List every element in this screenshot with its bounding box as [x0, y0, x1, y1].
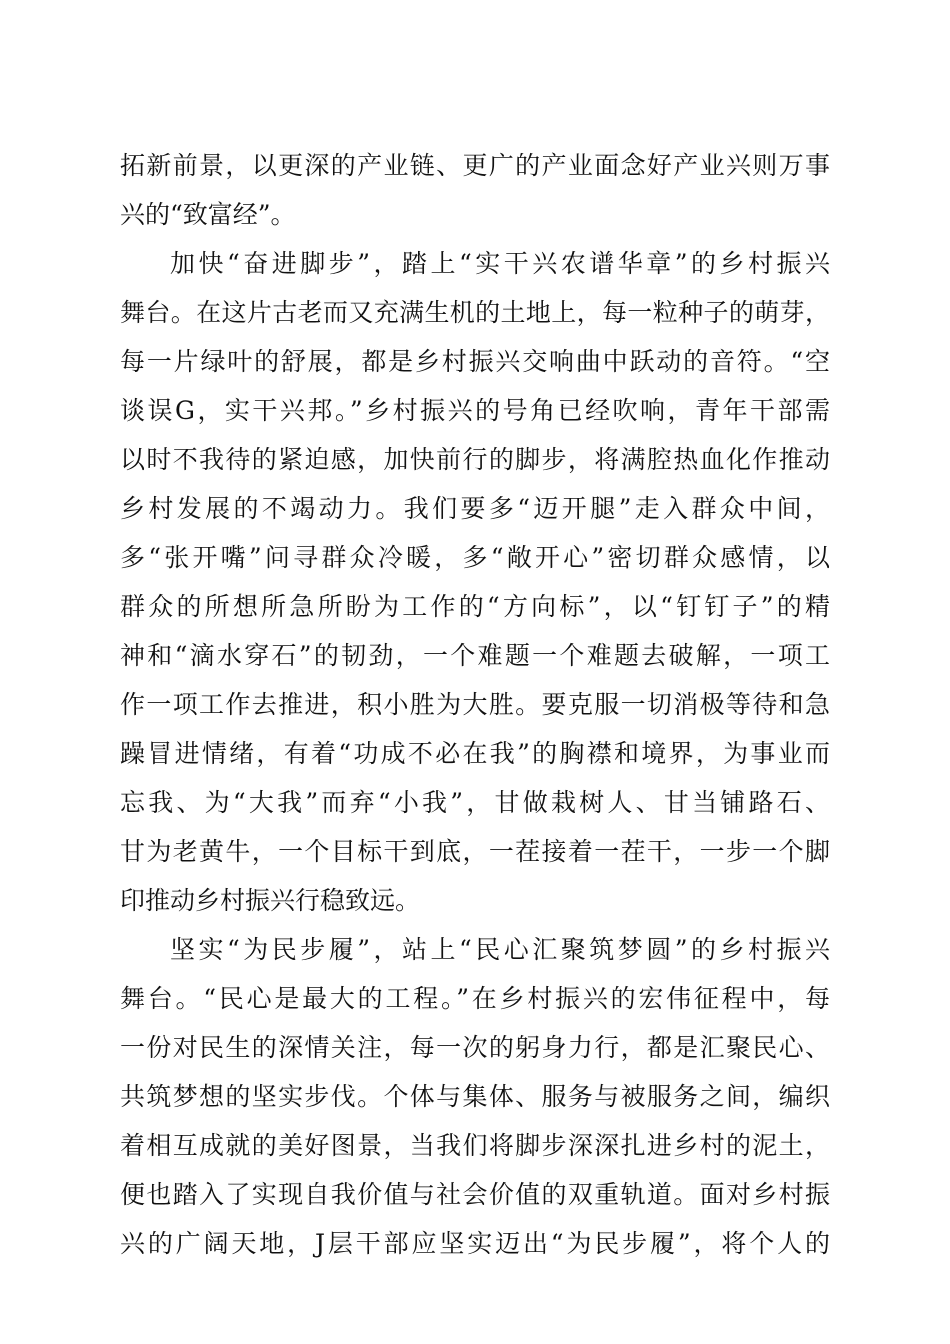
paragraph-3 — [120, 925, 830, 1268]
text-line: 坚实“为民步履”，站上“民心汇聚筑梦圆”的乡村振兴 — [170, 935, 830, 964]
document-body — [120, 141, 830, 1268]
text-line: 多“张开嘴”问寻群众冷暖，多“敞开心”密切群众感情，以 — [120, 543, 830, 572]
text-line: 舞台。在这片古老而又充满生机的土地上，每一粒种子的萌芽， — [120, 298, 830, 327]
text-line: 谈误G，实干兴邦。”乡村振兴的号角已经吹响，青年干部需 — [120, 396, 830, 425]
text-line: 兴的“致富经”。 — [120, 200, 296, 229]
text-line: 每一片绿叶的舒展，都是乡村振兴交响曲中跃动的音符。“空 — [120, 347, 830, 376]
text-line: 拓新前景，以更深的产业链、更广的产业面念好产业兴则万事 — [120, 151, 830, 180]
text-line: 舞台。“民心是最大的工程。”在乡村振兴的宏伟征程中，每 — [120, 984, 830, 1013]
text-line: 躁冒进情绪，有着“功成不必在我”的胸襟和境界，为事业而 — [120, 739, 830, 768]
text-line: 以时不我待的紧迫感，加快前行的脚步，将满腔热血化作推动 — [120, 445, 830, 474]
text-line: 神和“滴水穿石”的韧劲，一个难题一个难题去破解，一项工 — [120, 641, 830, 670]
text-line: 印推动乡村振兴行稳致远。 — [120, 886, 421, 915]
paragraph-1 — [120, 141, 830, 239]
text-line: 着相互成就的美好图景，当我们将脚步深深扎进乡村的泥土， — [120, 1131, 830, 1160]
text-line: 共筑梦想的坚实步伐。个体与集体、服务与被服务之间，编织 — [120, 1082, 830, 1111]
text-line: 兴的广阔天地，J层干部应坚实迈出“为民步履”，将个人的 — [120, 1229, 830, 1258]
text-line: 加快“奋进脚步”，踏上“实干兴农谱华章”的乡村振兴 — [170, 249, 830, 278]
text-line: 甘为老黄牛，一个目标干到底，一茬接着一茬干，一步一个脚 — [120, 837, 830, 866]
text-line: 乡村发展的不竭动力。我们要多“迈开腿”走入群众中间， — [120, 494, 830, 523]
text-line: 便也踏入了实现自我价值与社会价值的双重轨道。面对乡村振 — [120, 1180, 830, 1209]
text-line: 忘我、为“大我”而弃“小我”，甘做栽树人、甘当铺路石、 — [120, 788, 830, 817]
text-line: 一份对民生的深情关注，每一次的躬身力行，都是汇聚民心、 — [120, 1033, 830, 1062]
paragraph-2 — [120, 239, 830, 925]
text-line: 群众的所想所急所盼为工作的“方向标”，以“钉钉子”的精 — [120, 592, 830, 621]
text-line: 作一项工作去推进，积小胜为大胜。要克服一切消极等待和急 — [120, 690, 830, 719]
